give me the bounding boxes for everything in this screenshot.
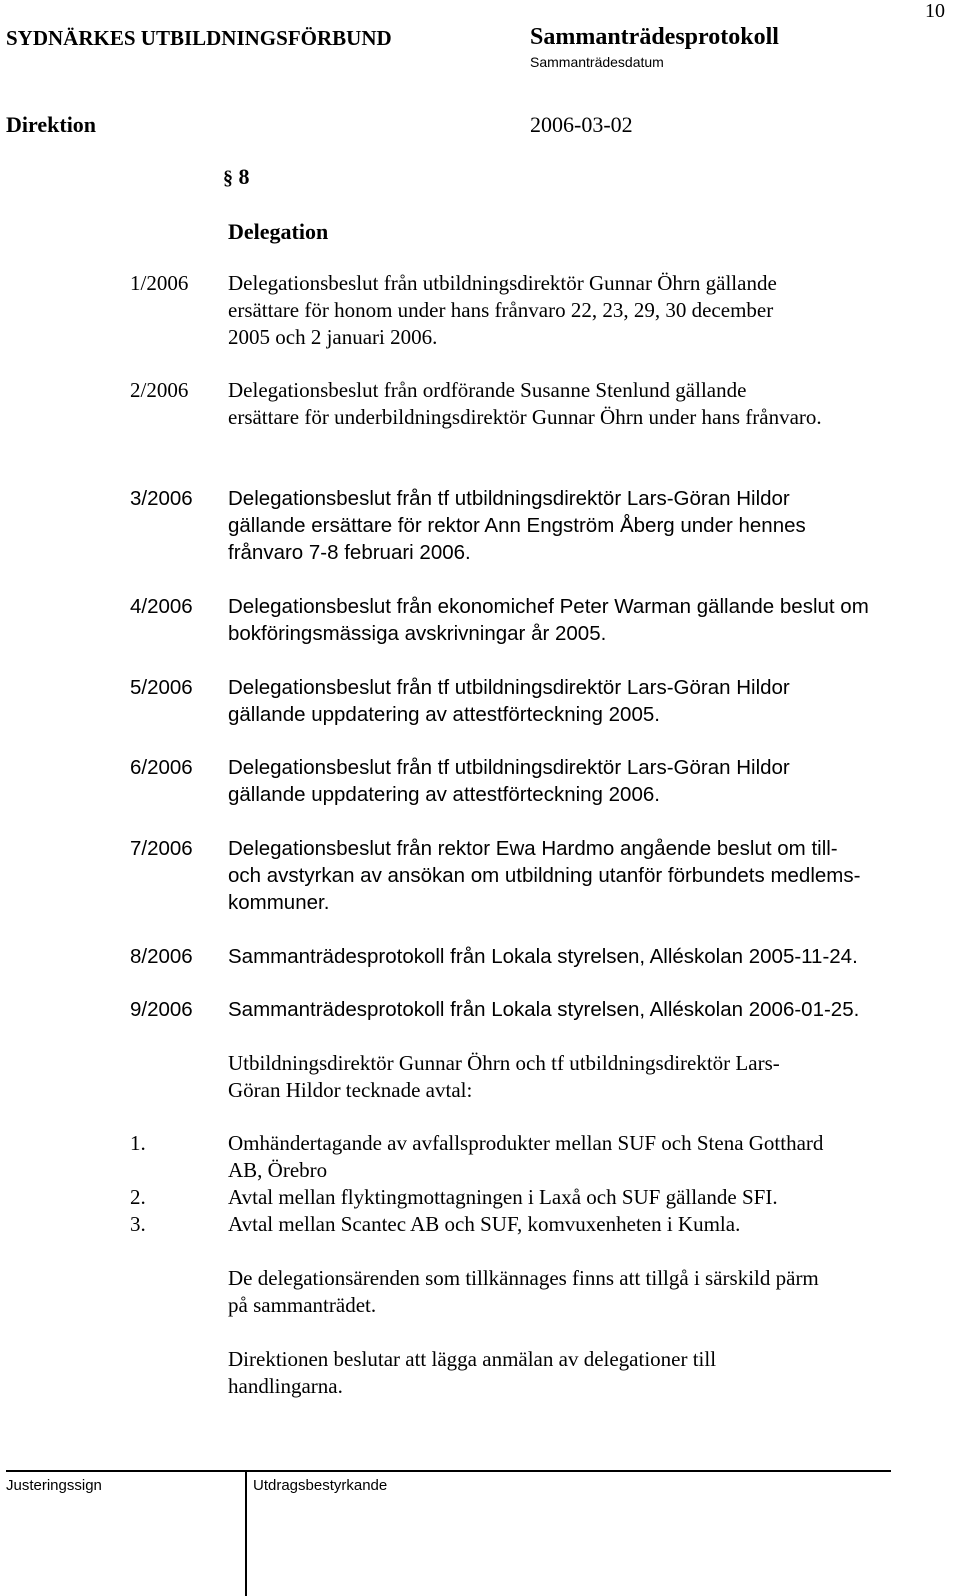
agreement-number: 1. <box>130 1131 146 1155</box>
date-label: Sammanträdesdatum <box>530 54 664 70</box>
decision-number: 7/2006 <box>130 837 193 860</box>
decision-number: 3/2006 <box>130 487 193 510</box>
board-name: Direktion <box>6 112 97 137</box>
decision-number: 2/2006 <box>130 378 189 402</box>
agreements-intro: Utbildningsdirektör Gunnar Öhrn och tf utbildningsdirektör Lars- Göran Hildor tecknade avtal: <box>228 1051 780 1102</box>
agreement-text: Omhändertagande av avfallsprodukter mellan SUF och Stena Gotthard AB, Örebro <box>228 1131 824 1182</box>
decision-number: 8/2006 <box>130 945 193 968</box>
section-heading: Delegation <box>228 219 329 244</box>
closing-note: De delegationsärenden som tillkännages finns att tillgå i särskild pärm på sammanträdet. <box>228 1266 819 1317</box>
decision-statement: Direktionen beslutar att lägga anmälan av delegationer till handlingarna. <box>228 1347 717 1398</box>
agreement-number: 3. <box>130 1212 146 1236</box>
decision-text: Delegationsbeslut från tf utbildningsdirektör Lars-Göran Hildor gällande ersättare för rektor Ann Engström Åberg under hennes frånvaro 7-8 februari 2006. <box>228 487 806 564</box>
footer-divider-line <box>6 1470 891 1472</box>
section-sign: § <box>223 167 233 189</box>
decision-text: Delegationsbeslut från ordförande Susanne Stenlund gällande ersättare för underbildningsdirektör Gunnar Öhrn under hans frånvaro. <box>228 378 822 429</box>
footer-utdragsbestyrkande: Utdragsbestyrkande <box>253 1477 388 1494</box>
decision-number: 4/2006 <box>130 595 193 618</box>
agreement-text: Avtal mellan flyktingmottagningen i Laxå och SUF gällande SFI. <box>228 1185 778 1209</box>
page-number: 10 <box>925 0 945 22</box>
decision-text: Delegationsbeslut från utbildningsdirektör Gunnar Öhrn gällande ersättare för honom under hans frånvaro 22, 23, 29, 30 december 2005 och 2 januari 2006. <box>228 271 777 349</box>
decision-text: Sammanträdesprotokoll från Lokala styrelsen, Alléskolan 2005-11-24. <box>228 945 858 968</box>
decision-number: 6/2006 <box>130 756 193 779</box>
decision-text: Delegationsbeslut från tf utbildningsdirektör Lars-Göran Hildor gällande uppdatering av attestförteckning 2005. <box>228 676 790 726</box>
agreement-number: 2. <box>130 1185 146 1209</box>
decision-text: Sammanträdesprotokoll från Lokala styrelsen, Alléskolan 2006-01-25. <box>228 998 860 1021</box>
decision-text: Delegationsbeslut från ekonomichef Peter Warman gällande beslut om bokföringsmässiga avskrivningar år 2005. <box>228 595 869 645</box>
section-number <box>223 164 250 190</box>
footer-justeringssign: Justeringssign <box>6 1477 102 1494</box>
document-title: Sammanträdesprotokoll <box>530 24 779 50</box>
decision-number: 9/2006 <box>130 998 193 1021</box>
footer-vertical-divider <box>245 1472 247 1596</box>
section-number-value: 8 <box>238 164 250 189</box>
meeting-date: 2006-03-02 <box>530 112 633 137</box>
decision-text: Delegationsbeslut från rektor Ewa Hardmo angående beslut om till- och avstyrkan av ansökan om utbildning utanför förbundets medlems- kommuner. <box>228 837 861 914</box>
organization-name: SYDNÄRKES UTBILDNINGSFÖRBUND <box>6 26 392 50</box>
decision-number: 1/2006 <box>130 271 189 295</box>
agreement-text: Avtal mellan Scantec AB och SUF, komvuxenheten i Kumla. <box>228 1212 741 1236</box>
decision-text: Delegationsbeslut från tf utbildningsdirektör Lars-Göran Hildor gällande uppdatering av attestförteckning 2006. <box>228 756 790 806</box>
decision-number: 5/2006 <box>130 676 193 699</box>
